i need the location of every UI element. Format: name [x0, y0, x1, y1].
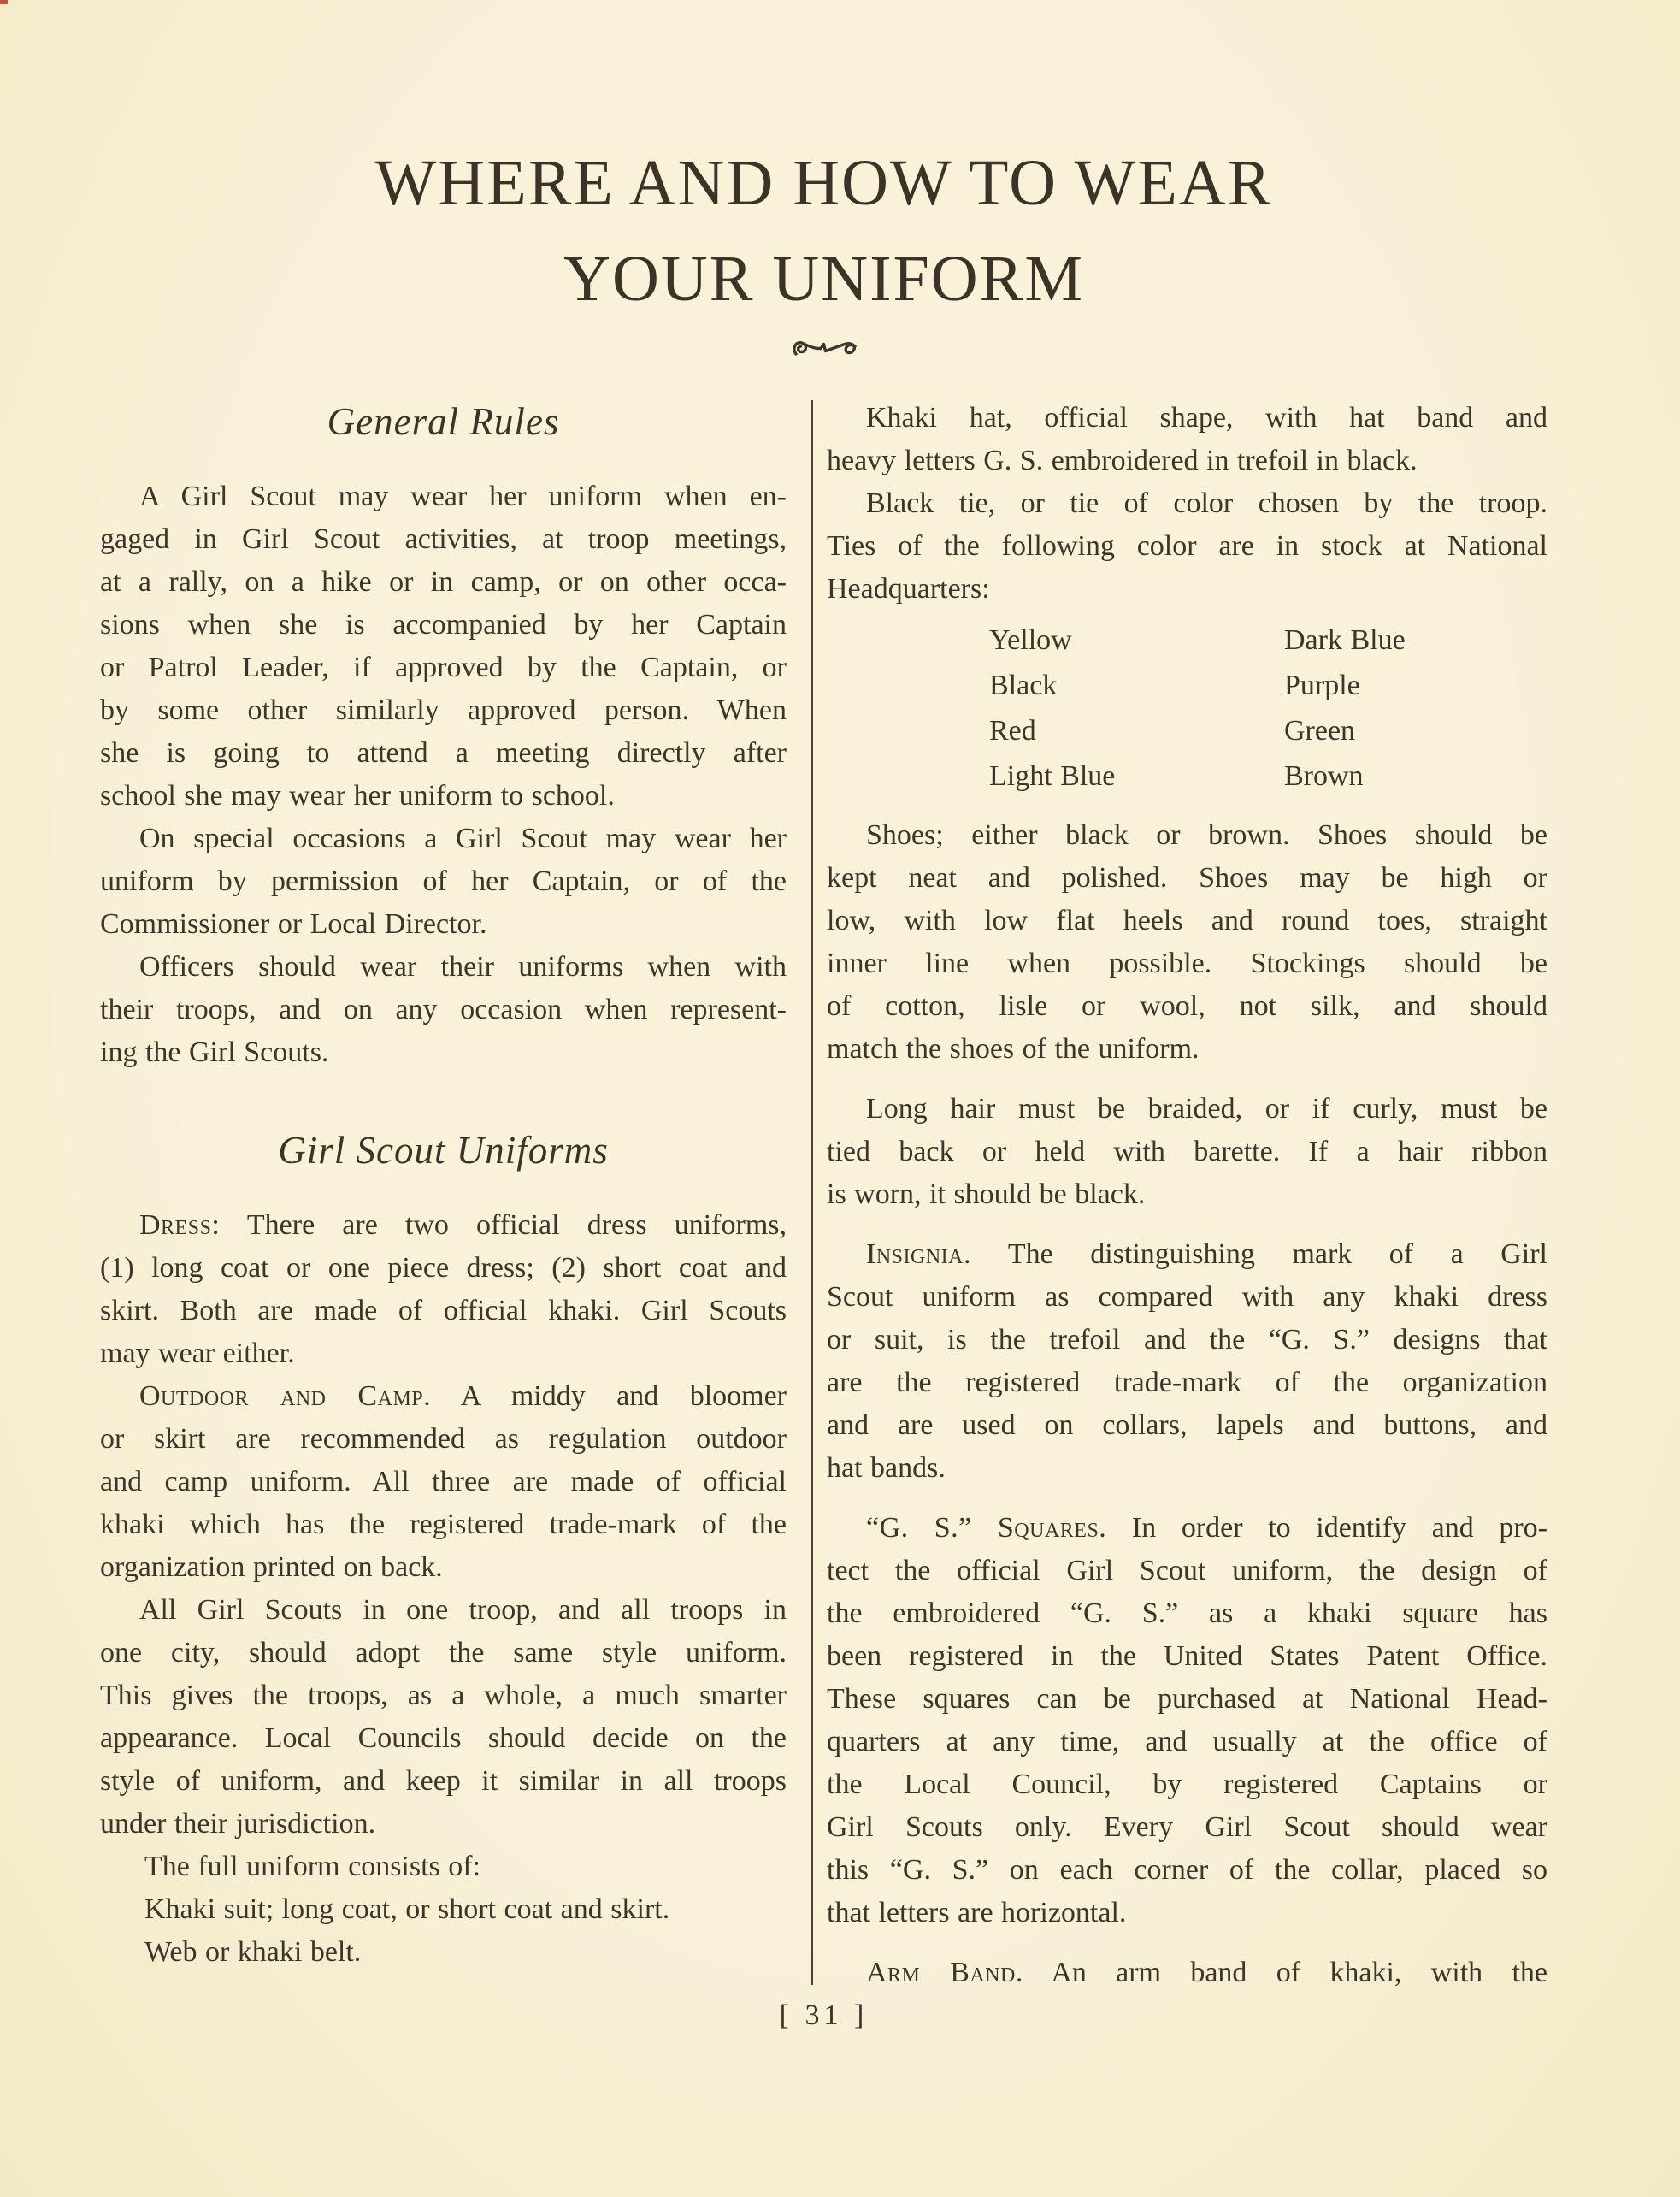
text-line: [827, 1088, 1547, 1131]
text-line: Brown: [1284, 760, 1364, 792]
text-line: appearance. Local Councils should decide on the: [100, 1722, 787, 1754]
text-line: [827, 482, 1547, 525]
paragraph-lines: [827, 1131, 1547, 1216]
text-line: their troops, and on any occasion when represent-: [100, 994, 787, 1025]
page-number: [ 31 ]: [779, 1999, 869, 2031]
page-title-line1: WHERE AND HOW TO WEAR: [374, 147, 1273, 219]
text-line: quarters at any time, and usually at the office of: [827, 1726, 1547, 1757]
text-line: [827, 1952, 1547, 1994]
text-line: school she may wear her uniform to school.: [100, 780, 615, 812]
paragraph-lines: [827, 857, 1547, 1071]
text-line: Scout uniform as compared with any khaki dress: [827, 1281, 1547, 1313]
text-line: khaki which has the registered trade-mark of the: [100, 1509, 787, 1540]
text-line: Headquarters:: [827, 573, 990, 605]
text-line: (1) long coat or one piece dress; (2) short coat and: [100, 1252, 787, 1284]
first-line-text: There are two official dress uniforms,: [220, 1209, 787, 1241]
text-line: or Patrol Leader, if approved by the Captain, or: [100, 652, 787, 683]
lead-small-caps-arm-band: Arm Band.: [866, 1957, 1023, 1988]
text-line: [827, 1233, 1547, 1276]
text-line: are the registered trade-mark of the organization: [827, 1367, 1547, 1398]
text-line: by some other similarly approved person. When: [100, 694, 787, 726]
paragraph-gs-squares: [827, 1507, 1547, 1934]
text-line: ing the Girl Scouts.: [100, 1036, 329, 1068]
page-title-line2: YOUR UNIFORM: [563, 243, 1084, 315]
paragraph-lines: [100, 1418, 787, 1589]
text-line: tied back or held with barette. If a hair ribbon: [827, 1136, 1547, 1167]
text-line: [100, 1204, 787, 1247]
lead-small-caps-gs-squares: “G. S.” Squares.: [866, 1512, 1107, 1544]
column-divider-rule: [811, 400, 813, 1985]
first-line-text: Officers should wear their uniforms when with: [139, 951, 787, 983]
first-line-text: Long hair must be braided, or if curly, must be: [866, 1093, 1547, 1125]
text-line: This gives the troops, as a whole, a much smarter: [100, 1680, 787, 1711]
text-line: tect the official Girl Scout uniform, the design of: [827, 1555, 1547, 1586]
text-line: under their jurisdiction.: [100, 1808, 376, 1840]
paragraph-officers: [100, 946, 787, 1074]
paragraph-long-hair: [827, 1088, 1547, 1216]
lead-small-caps-dress: Dress:: [139, 1209, 221, 1241]
text-line: Commissioner or Local Director.: [100, 908, 487, 940]
text-line: Dark Blue: [1284, 624, 1406, 656]
first-line-text: On special occasions a Girl Scout may wear her: [139, 823, 787, 854]
paragraph-lines: [100, 989, 787, 1074]
paragraph-shoes: [827, 814, 1547, 1071]
text-line: is worn, it should be black.: [827, 1178, 1146, 1210]
text-line: The full uniform consists of:: [144, 1851, 481, 1882]
left-column: [100, 397, 787, 1974]
text-line: match the shoes of the uniform.: [827, 1033, 1200, 1065]
printer-ornament-icon: [789, 335, 859, 363]
text-line: skirt. Both are made of official khaki. Girl Scouts: [100, 1295, 787, 1326]
text-line: Red: [989, 715, 1036, 747]
text-line: style of uniform, and keep it similar in all troops: [100, 1765, 787, 1797]
paragraph-lines: [827, 525, 1547, 611]
text-line: and camp uniform. All three are made of official: [100, 1466, 787, 1497]
paragraph-khaki-hat: [827, 397, 1547, 482]
page-title: [100, 135, 1547, 327]
heading-general-rules: General Rules: [327, 400, 560, 443]
text-line: Light Blue: [989, 760, 1116, 792]
text-line: hat bands.: [827, 1452, 946, 1484]
text-line: [100, 475, 787, 518]
text-line: at a rally, on a hike or in camp, or on other occa-: [100, 566, 787, 598]
text-line: this “G. S.” on each corner of the collar, placed so: [827, 1854, 1547, 1886]
paragraph-full-uniform: [100, 1846, 787, 1888]
paragraph-wear-when: [100, 475, 787, 818]
first-line-text: A Girl Scout may wear her uniform when en-: [139, 481, 787, 512]
text-line: Web or khaki belt.: [144, 1936, 362, 1968]
paragraph-lines: [100, 1632, 787, 1846]
paragraph-lines: [827, 440, 1547, 482]
text-line: [100, 818, 787, 860]
paragraph-lines: [100, 518, 787, 818]
text-line: one city, should adopt the same style uniform.: [100, 1637, 787, 1668]
paragraph-lines: [827, 1550, 1547, 1934]
first-line-text: The distinguishing mark of a Girl: [970, 1238, 1547, 1270]
right-column: [827, 397, 1547, 1994]
text-line: the Local Council, by registered Captains or: [827, 1769, 1547, 1800]
tie-color-column-right: [1284, 617, 1406, 799]
text-line: may wear either.: [100, 1338, 295, 1369]
list-item-web-belt: [100, 1931, 787, 1974]
text-line: Green: [1284, 715, 1356, 747]
text-line: kept neat and polished. Shoes may be high or: [827, 862, 1547, 894]
text-line: [100, 946, 787, 989]
text-line: Yellow: [989, 624, 1072, 656]
paragraph-outdoor-camp: [100, 1375, 787, 1589]
text-line: or skirt are recommended as regulation outdoor: [100, 1423, 787, 1455]
first-line-text: Khaki hat, official shape, with hat band and: [866, 402, 1547, 434]
text-line: sions when she is accompanied by her Captain: [100, 609, 787, 641]
text-line: [827, 1507, 1547, 1550]
text-line: [100, 1589, 787, 1632]
text-line: organization printed on back.: [100, 1551, 443, 1583]
first-line-text: In order to identify and pro-: [1106, 1512, 1547, 1544]
paragraph-special-occasions: [100, 818, 787, 946]
tie-color-column-left: [989, 617, 1284, 799]
paragraph-lines: [100, 1247, 787, 1375]
tie-color-list: [827, 617, 1547, 799]
first-line-text: An arm band of khaki, with the: [1023, 1957, 1547, 1988]
text-line: of cotton, lisle or wool, not silk, and should: [827, 990, 1547, 1022]
text-line: that letters are horizontal.: [827, 1897, 1127, 1928]
text-line: low, with low flat heels and round toes, straight: [827, 905, 1547, 936]
first-line-text: All Girl Scouts in one troop, and all troops in: [139, 1594, 787, 1626]
text-line: or suit, is the trefoil and the “G. S.” designs that: [827, 1324, 1547, 1355]
paragraph-lines: [100, 860, 787, 946]
paragraph-black-tie: [827, 482, 1547, 611]
list-item-khaki-suit: [100, 1888, 787, 1931]
lead-small-caps-outdoor: Outdoor and Camp.: [139, 1380, 432, 1412]
text-line: heavy letters G. S. embroidered in trefoil in black.: [827, 445, 1418, 476]
text-line: uniform by permission of her Captain, or of the: [100, 865, 787, 897]
paragraph-dress: [100, 1204, 787, 1375]
text-line: Black: [989, 670, 1058, 701]
text-line: [827, 814, 1547, 857]
text-line: and are used on collars, lapels and buttons, and: [827, 1409, 1547, 1441]
text-line: Khaki suit; long coat, or short coat and skirt.: [144, 1893, 670, 1925]
paragraph-arm-band: [827, 1952, 1547, 1994]
text-line: inner line when possible. Stockings should be: [827, 948, 1547, 979]
text-line: been registered in the United States Patent Office.: [827, 1640, 1547, 1672]
paragraph-lines: [827, 1276, 1547, 1490]
text-line: Girl Scouts only. Every Girl Scout should wear: [827, 1811, 1547, 1843]
lead-small-caps-insignia: Insignia.: [866, 1238, 971, 1270]
text-line: [100, 1375, 787, 1418]
first-line-text: A middy and bloomer: [431, 1380, 787, 1412]
two-column-layout: [100, 397, 1547, 1994]
paragraph-insignia: [827, 1233, 1547, 1490]
first-line-text: Black tie, or tie of color chosen by the troop.: [866, 487, 1547, 519]
text-line: Purple: [1284, 670, 1360, 701]
paragraph-same-style: [100, 1589, 787, 1846]
text-line: gaged in Girl Scout activities, at troop meetings,: [100, 523, 787, 555]
first-line-text: Shoes; either black or brown. Shoes should be: [866, 819, 1547, 851]
text-line: [827, 397, 1547, 440]
text-line: Ties of the following color are in stock at National: [827, 530, 1547, 562]
heading-girl-scout-uniforms: Girl Scout Uniforms: [278, 1129, 609, 1172]
ornament-row: [100, 335, 1547, 375]
text-line: the embroidered “G. S.” as a khaki square has: [827, 1598, 1547, 1629]
text-line: These squares can be purchased at National Head-: [827, 1683, 1547, 1715]
text-line: she is going to attend a meeting directly after: [100, 737, 787, 769]
